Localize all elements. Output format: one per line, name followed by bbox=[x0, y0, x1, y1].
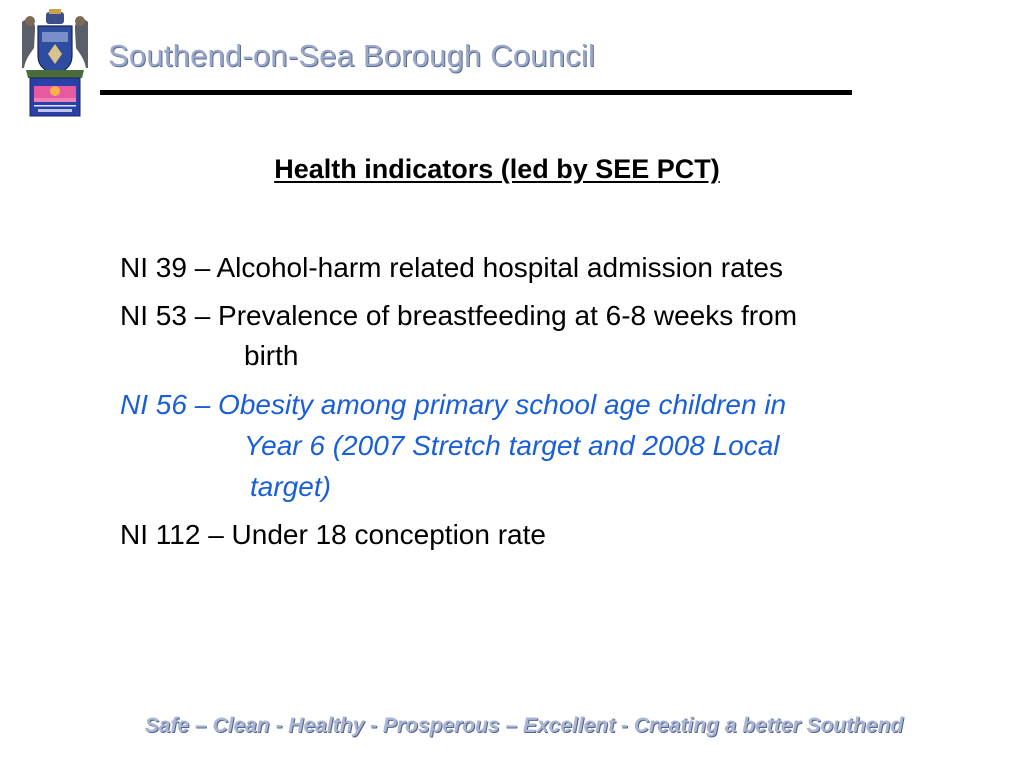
indicator-text-continuation: target) bbox=[250, 471, 331, 502]
indicator-text: NI 56 – Obesity among primary school age children in bbox=[120, 389, 787, 420]
header-divider bbox=[100, 90, 852, 95]
council-name: Southend-on-Sea Borough Council bbox=[108, 38, 596, 73]
council-crest-logo bbox=[18, 8, 92, 118]
footer-tagline: Safe – Clean - Healthy - Prosperous – Excellent - Creating a better Southend bbox=[144, 714, 904, 737]
indicator-list bbox=[120, 248, 1000, 563]
indicator-ni-53 bbox=[120, 296, 1000, 376]
indicator-text-continuation: Year 6 (2007 Stretch target and 2008 Local bbox=[244, 430, 780, 461]
indicator-text-continuation: birth bbox=[244, 340, 299, 371]
indicator-ni-39 bbox=[120, 248, 1000, 288]
indicator-text: NI 39 – Alcohol-harm related hospital admission rates bbox=[120, 252, 784, 283]
indicator-ni-112 bbox=[120, 515, 1000, 555]
slide-title: Health indicators (led by SEE PCT) bbox=[274, 154, 720, 184]
indicator-text: NI 112 – Under 18 conception rate bbox=[120, 519, 546, 550]
indicator-ni-56 bbox=[120, 384, 1000, 507]
indicator-text: NI 53 – Prevalence of breastfeeding at 6-8 weeks from bbox=[120, 300, 798, 331]
